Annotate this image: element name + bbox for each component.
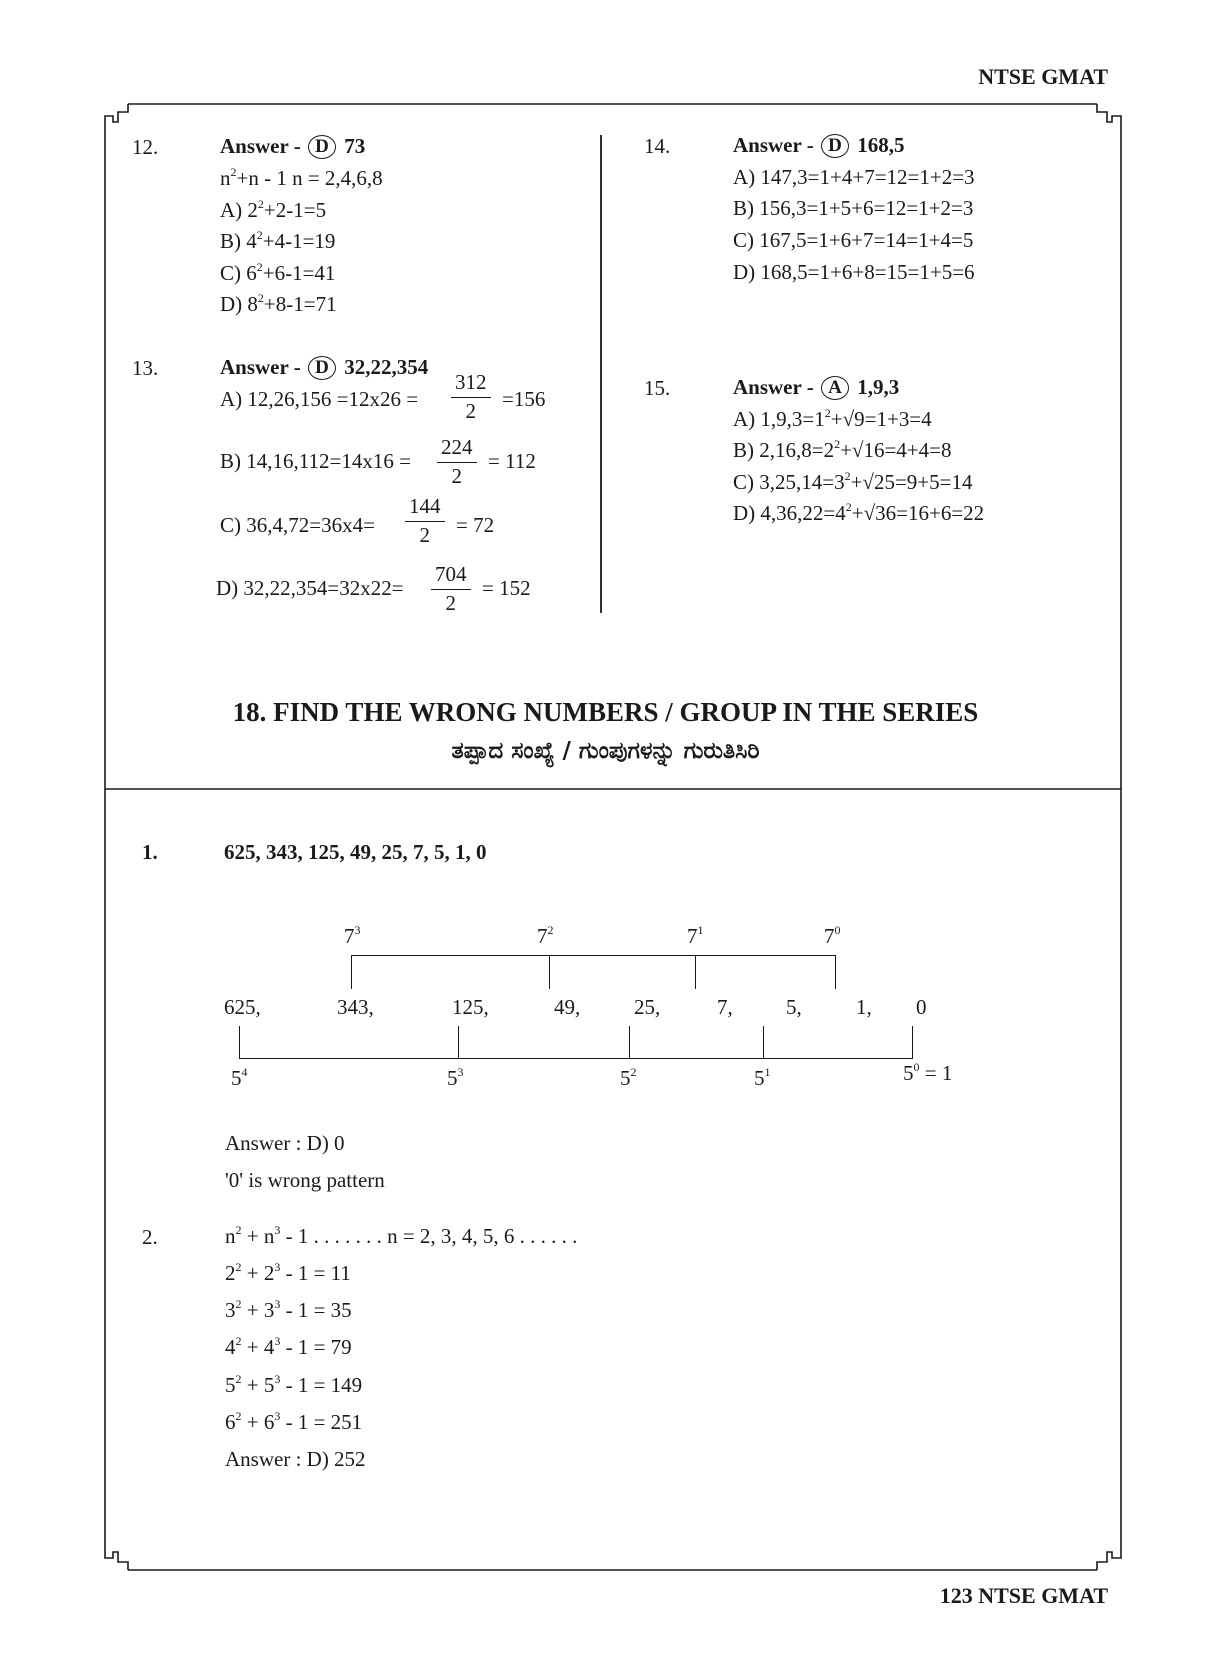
q14-number: 14. [644, 134, 671, 158]
header-title: NTSE GMAT [978, 64, 1108, 89]
seven-bracket-line [351, 955, 836, 956]
p1-note: '0' is wrong pattern [225, 1168, 385, 1192]
q12-formula: $n^2+n - 1$ n = 2,4,6,8 [220, 165, 383, 190]
p2-row-1: $2^2 + 2^3 - 1 = 11$ [225, 1260, 351, 1285]
q13-number: 13. [132, 356, 159, 380]
q13-row-c-result: = 72 [456, 513, 495, 537]
p2-row-4: $5^2 + 5^3 - 1 = 149$ [225, 1372, 363, 1397]
series-num-6: 7, [717, 995, 733, 1019]
q13-row-a-result: =156 [502, 387, 546, 411]
q12-answer [220, 134, 365, 159]
five-tick-4 [763, 1026, 764, 1059]
seven-tick-3 [695, 955, 696, 989]
q13-row-a-text: A) 12,26,156 =12x26 = [220, 387, 419, 411]
q15-option-circle: A [821, 376, 849, 400]
q15-answer-label: Answer - [733, 375, 814, 399]
p2-row-3: $4^2 + 4^3 - 1 = 79$ [225, 1334, 352, 1359]
five-tick-5 [912, 1026, 913, 1059]
q14-line-d: D) 168,5=1+6+8=15=1+5=6 [733, 260, 975, 284]
q14-answer [733, 133, 904, 158]
p2-row-2: $3^2 + 3^3 - 1 = 35$ [225, 1297, 352, 1322]
series-num-4: 49, [554, 995, 581, 1019]
series-num-5: 25, [634, 995, 661, 1019]
series-num-3: 125, [452, 995, 489, 1019]
seven-tick-2 [549, 955, 550, 989]
five-power-4: $5^4$ [231, 1065, 248, 1090]
q12-number: 12. [132, 135, 159, 159]
p1-answer: Answer : D) 0 [225, 1131, 345, 1155]
q14-line-c: C) 167,5=1+6+7=14=1+4=5 [733, 228, 974, 252]
q13-row-d-text: D) 32,22,354=32x22= [216, 576, 404, 600]
q13-answer-value: 32,22,354 [344, 355, 429, 379]
five-power-0: $5^0 = 1$ [903, 1060, 953, 1085]
seven-power-1: $7^1$ [687, 923, 704, 948]
q13-row-b-text: B) 14,16,112=14x16 = [220, 449, 411, 473]
q13-row-c-fraction: $\frac{144}{2}$ [405, 494, 445, 548]
q12-line-c: C) $6^2+6-1=41$ [220, 260, 336, 285]
q15-number: 15. [644, 376, 671, 400]
series-num-9: 0 [916, 995, 927, 1019]
five-tick-2 [458, 1026, 459, 1059]
q15-line-c: C) $3,25,14=3^2+√25=9+5=14$ [733, 469, 973, 494]
q13-row-a-fraction: $\frac{312}{2}$ [451, 370, 491, 424]
series-num-8: 1, [856, 995, 872, 1019]
series-num-7: 5, [786, 995, 802, 1019]
q13-row-b-result: = 112 [488, 449, 536, 473]
p2-number: 2. [142, 1225, 158, 1249]
series-num-2: 343, [337, 995, 374, 1019]
p1-number: 1. [142, 840, 158, 864]
q14-line-a: A) 147,3=1+4+7=12=1+2=3 [733, 165, 975, 189]
p2-row-5: $6^2 + 6^3 - 1 = 251$ [225, 1409, 363, 1434]
q14-option-circle: D [821, 134, 849, 158]
q12-answer-value: 73 [344, 134, 366, 158]
q14-answer-value: 168,5 [857, 133, 905, 157]
q14-line-b: B) 156,3=1+5+6=12=1+2=3 [733, 196, 974, 220]
q12-line-b: B) $4^2+4-1=19$ [220, 228, 336, 253]
q12-line-d: D) $8^2+8-1=71$ [220, 291, 337, 316]
q13-row-b-fraction: $\frac{224}{2}$ [437, 435, 477, 489]
seven-power-0: $7^0$ [824, 923, 841, 948]
footer-page-label: 123 NTSE GMAT [939, 1583, 1108, 1608]
section-subtitle: ತಪ್ಪಾದ ಸಂಖ್ಯೆ / ಗುಂಪುಗಳನ್ನು ಗುರುತಿಸಿರಿ [451, 738, 760, 764]
q12-answer-label: Answer - [220, 134, 301, 158]
section-title: 18. FIND THE WRONG NUMBERS / GROUP IN THE SERIES [232, 697, 979, 727]
five-power-3: $5^3$ [447, 1065, 464, 1090]
five-tick-3 [629, 1026, 630, 1059]
q13-row-c-text: C) 36,4,72=36x4= [220, 513, 375, 537]
five-tick-1 [239, 1026, 240, 1059]
q13-answer-label: Answer - [220, 355, 301, 379]
series-num-1: 625, [224, 995, 261, 1019]
five-bracket-line [239, 1058, 913, 1059]
seven-power-3: $7^3$ [344, 923, 361, 948]
five-power-2: $5^2$ [620, 1065, 637, 1090]
q13-option-circle: D [308, 356, 336, 380]
p2-formula: $n^2 + n^3 - 1$ . . . . . . . n = 2, 3, 4, 5, 6 . . . . . . [225, 1223, 578, 1248]
seven-tick-1 [351, 955, 352, 989]
p2-answer: Answer : D) 252 [225, 1447, 366, 1471]
q12-option-circle: D [308, 135, 336, 159]
q12-line-a: A) $2^2+2-1=5$ [220, 197, 327, 222]
q15-answer-value: 1,9,3 [857, 375, 900, 399]
five-power-1: $5^1$ [754, 1065, 771, 1090]
q13-answer [220, 355, 428, 380]
q14-answer-label: Answer - [733, 133, 814, 157]
q15-answer [733, 375, 899, 400]
q15-line-a: A) $1,9,3=1^2+√9=1+3=4$ [733, 406, 932, 431]
seven-power-2: $7^2$ [537, 923, 554, 948]
q15-line-d: D) $4,36,22=4^2+√36=16+6=22$ [733, 500, 985, 525]
q13-row-d-fraction: $\frac{704}{2}$ [431, 562, 471, 616]
q13-row-d-result: = 152 [482, 576, 531, 600]
p1-series: 625, 343, 125, 49, 25, 7, 5, 1, 0 [224, 840, 487, 864]
seven-tick-4 [835, 955, 836, 989]
q15-line-b: B) $2,16,8=2^2+√16=4+4=8$ [733, 437, 952, 462]
